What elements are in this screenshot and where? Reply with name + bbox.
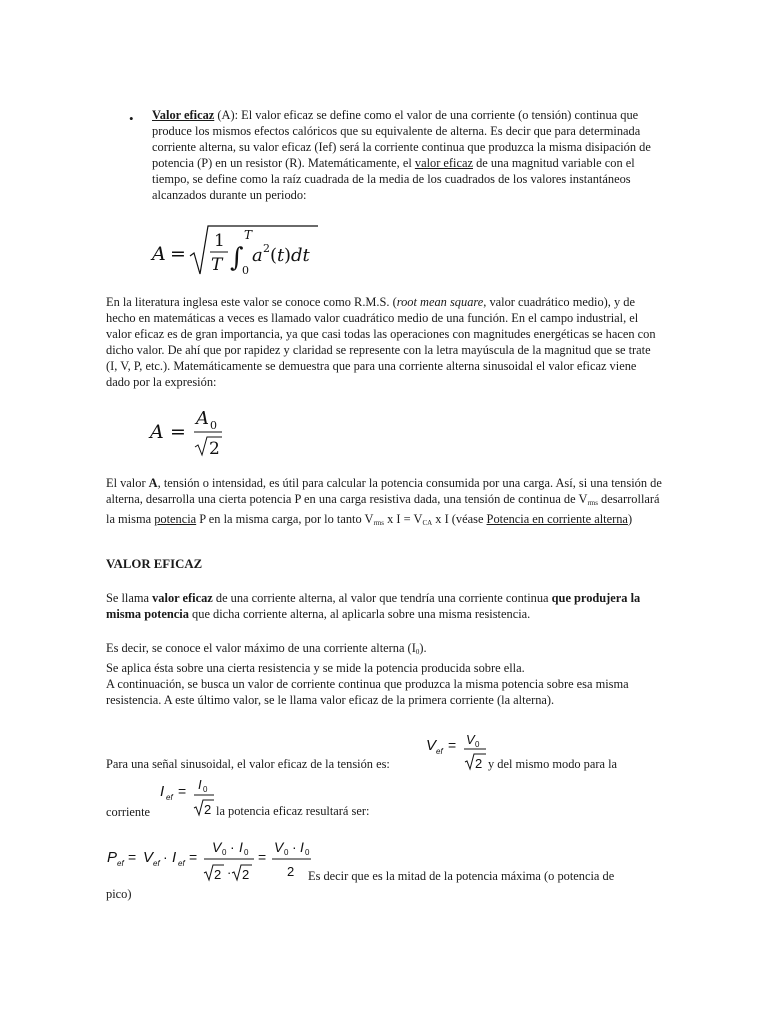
svg-text:2: 2 [287, 864, 295, 879]
formula-ief [160, 774, 220, 820]
section-heading: VALOR EFICAZ [106, 557, 203, 571]
svg-text:0: 0 [210, 419, 217, 432]
svg-text:=: = [178, 783, 187, 799]
svg-text:0: 0 [284, 848, 289, 857]
svg-text:a: a [252, 245, 263, 266]
para6-text-b: pico) [106, 887, 132, 901]
svg-text:t: t [277, 245, 285, 266]
paragraph-procedure: Es decir, se conoce el valor máximo de una corriente alterna $(I_0)$. Se aplica ésta sobre una cierta resistencia y se mide la potencia producida sobre ella. A continuación, se busca un valor de corriente continua que produzca la misma potencia sobre esa misma resistencia. A este último valor, se le llama valor eficaz de la primera corriente (la alterna). [106, 641, 629, 707]
svg-text:0: 0 [203, 785, 208, 794]
svg-text:0: 0 [242, 264, 249, 277]
svg-text:2: 2 [475, 756, 483, 771]
svg-text:A: A [152, 243, 166, 265]
svg-text:=: = [170, 421, 186, 443]
svg-text:0: 0 [244, 848, 249, 857]
formula-vef-svg [426, 728, 490, 774]
svg-text:·: · [163, 849, 168, 865]
svg-text:ef: ef [166, 793, 173, 802]
svg-text:I: I [198, 777, 202, 792]
svg-text:2: 2 [209, 439, 220, 459]
svg-text:·: · [227, 865, 232, 880]
paragraph-rms: En la literatura inglesa este valor se conoce como R.M.S. (root mean square, valor cuadrático medio), y de hecho en matemáticas a veces es llamado valor cuadrático medio de una función. En el campo industrial, el valor eficaz es de gran importancia, ya que casi todas las operaciones con magnitudes energéticas se hacen con dicho valor. De ahí que por rapidez y claridad se represente con la letra mayúscula de la magnitud que se trate (I, V, P, etc.). Matemáticamente se demuestra que para una corriente alterna sinusoidal el valor eficaz viene dado por la expresión: [106, 295, 656, 389]
svg-text:A: A [150, 421, 164, 443]
svg-text:I: I [172, 849, 177, 866]
svg-text:2: 2 [214, 867, 222, 882]
svg-text:T: T [211, 255, 223, 275]
svg-text:I: I [160, 783, 165, 800]
svg-text:ef: ef [153, 859, 160, 868]
svg-text:V: V [466, 732, 475, 747]
bullet-marker: • [129, 111, 134, 126]
svg-text:): ) [284, 245, 292, 266]
link-potencia[interactable]: potencia [154, 512, 197, 526]
formula-ief-svg [160, 774, 220, 820]
svg-text:∫: ∫ [230, 243, 244, 273]
svg-text:A: A [196, 408, 209, 429]
svg-text:2: 2 [242, 867, 250, 882]
svg-text:V: V [212, 839, 222, 855]
svg-text:I: I [239, 839, 243, 855]
svg-text:2: 2 [204, 802, 212, 817]
svg-text:=: = [128, 849, 137, 865]
svg-text:0: 0 [222, 848, 227, 857]
formula-rms-integral-svg [150, 222, 320, 282]
svg-text:ef: ef [117, 859, 124, 868]
formula-pef [106, 832, 312, 884]
svg-text:dt: dt [291, 245, 310, 266]
svg-text:I: I [300, 839, 304, 855]
svg-text:2: 2 [263, 242, 270, 255]
svg-text:·: · [230, 839, 235, 855]
svg-text:ef: ef [178, 859, 185, 868]
svg-text:ef: ef [436, 747, 443, 756]
svg-text:V: V [426, 737, 437, 754]
para5-text-a: Para una señal sinusoidal, el valor eficaz de la tensión es: [106, 757, 390, 771]
svg-text:=: = [189, 849, 198, 865]
definition-bullet: Valor eficaz (A): El valor eficaz se define como el valor de una corriente (o tensión) continua que produce los mismos efectos calóricos que su equivalente de alterna. Es decir que para determinada corriente alterna, su valor eficaz (Ief) será la corriente continua que produzca la misma disipación de potencia (P) en un resistor (R). Matemáticamente, el valor eficaz de una magnitud variable con el tiempo, se define como la raíz cuadrada de la media de los cuadrados de los valores instantáneos alcanzados durante un periodo: [152, 108, 651, 202]
svg-text:P: P [107, 849, 118, 866]
para5-text-b: y del mismo modo para la [488, 757, 618, 771]
svg-text:=: = [448, 737, 457, 753]
svg-text:·: · [292, 839, 297, 855]
formula-rms-integral [150, 222, 320, 282]
svg-text:T: T [244, 228, 253, 242]
svg-text:V: V [143, 849, 154, 866]
svg-text:0: 0 [305, 848, 310, 857]
svg-text:=: = [170, 243, 186, 265]
formula-sinusoidal-rms [148, 404, 238, 460]
svg-text:(: ( [270, 245, 278, 266]
formula-sinusoidal-rms-svg [148, 404, 238, 460]
para6-text-a: Es decir que es la mitad de la potencia máxima (o potencia de [308, 869, 615, 883]
paragraph-definition: Se llama valor eficaz de una corriente alterna, al valor que tendría una corriente continua que produjera la misma potencia que dicha corriente alterna, al aplicarla sobre una misma resistencia. [106, 591, 641, 621]
svg-text:0: 0 [475, 740, 480, 749]
svg-text:=: = [258, 849, 267, 865]
link-valor-eficaz[interactable]: valor eficaz [414, 156, 473, 170]
paragraph-power-usage: El valor A, tensión o intensidad, es útil para calcular la potencia consumida por una carga. Así, si una tensión de alterna, desarrolla una cierta potencia P en una carga resistiva dada, una tensión de continua de $V_{rms}$ desarrollará la misma potencia P en la misma carga, por lo tanto $V_{rms}$ x $I = V_{CA}$ x I (véase Potencia en corriente alterna) [106, 476, 662, 527]
formula-pef-svg [106, 832, 312, 884]
formula-vef [426, 728, 490, 774]
svg-text:1: 1 [214, 231, 225, 251]
term-valor-eficaz: Valor eficaz [152, 108, 215, 122]
link-potencia-en-corriente-alterna[interactable]: Potencia en corriente alterna [486, 512, 628, 526]
para5-text-c: corriente [106, 805, 151, 819]
svg-text:V: V [274, 839, 284, 855]
para5-text-d: la potencia eficaz resultará ser: [216, 804, 370, 818]
